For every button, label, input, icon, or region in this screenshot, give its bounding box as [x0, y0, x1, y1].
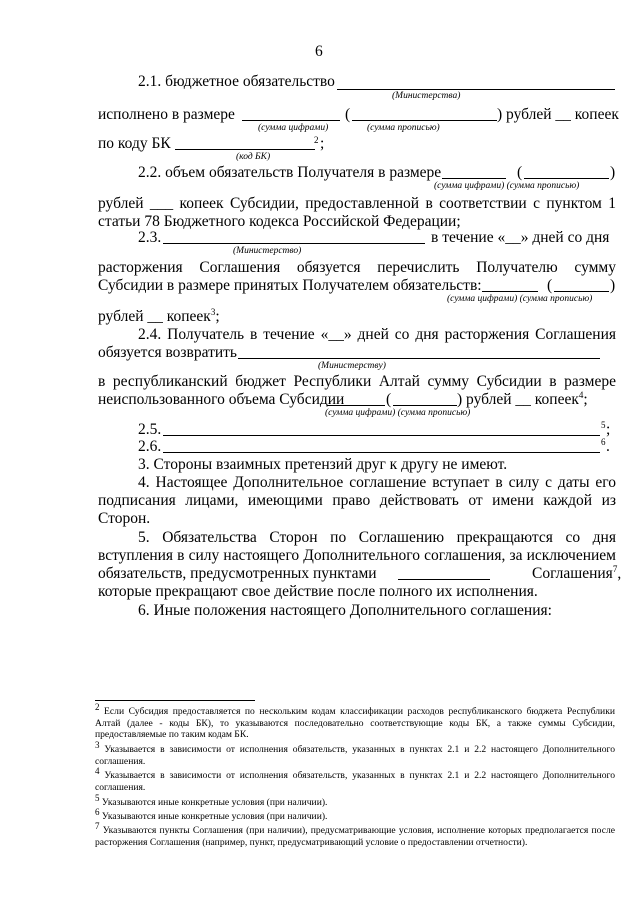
- clause-2-2-line3: статьи 78 Бюджетного кодекса Российской Федерации;: [98, 213, 461, 230]
- blank-2-6: [163, 452, 600, 453]
- sum-digits-blank-2-4: [327, 405, 385, 406]
- caption-sums-2-2: (сумма цифрами) (сумма прописью): [434, 181, 580, 191]
- clause-2-4-line4-end-text: ) рублей __ копеек: [457, 391, 579, 408]
- clause-2-3-line4: [98, 308, 220, 326]
- footnote-number: 7: [95, 820, 100, 831]
- clause-5-line2: вступления в силу настоящего Дополнительного соглашения, за исключением: [98, 547, 616, 564]
- clause-2-1-line3: по коду БК: [98, 135, 171, 152]
- paren-open: (: [386, 391, 392, 408]
- footnote-text: Если Субсидия предоставляется по нескольким кодам классификации расходов республиканского бюджета Республики Алтай (далее - коды БК), то указываются последовательно соответствующие коды БК, а также суммы Субсидии, предоставляемые по таким кодам БК.: [95, 706, 615, 741]
- clause-2-3-line4-text: рублей __ копеек: [98, 308, 211, 325]
- clause-4-line1: 4. Настоящее Дополнительное соглашение вступает в силу с даты его: [138, 474, 616, 491]
- caption-sums-2-4: (сумма цифрами) (сумма прописью): [325, 408, 471, 418]
- clause-5-line3-end: [532, 565, 621, 583]
- clause-2-5-end: ;: [606, 421, 611, 438]
- clause-2-3-line1-end: в течение «__» дней со дня: [431, 229, 610, 246]
- ministry-blank-2-1: [337, 89, 615, 90]
- clause-2-4-line4: неиспользованного объема Субсидии: [98, 391, 345, 408]
- clause-4-line3: Сторон.: [98, 510, 151, 527]
- semicolon: ;: [583, 391, 588, 408]
- caption-ministry-2-3: (Министерство): [233, 246, 302, 256]
- footnote-2: [95, 701, 615, 741]
- clause-5-line3-end-text: Соглашения: [532, 565, 613, 582]
- caption-ministry-2-4: (Министерству): [318, 361, 386, 371]
- footnote-text: Указывается в зависимости от исполнения обязательств, указанных в пунктах 2.1 и 2.2 настоящего Дополнительного соглашения.: [95, 744, 615, 767]
- clause-2-3-line2: расторжения Соглашения обязуется перечислить Получателю сумму: [98, 259, 616, 276]
- footnote-text: Указывается в зависимости от исполнения обязательств, указанных в пунктах 2.1 и 2.2 настоящего Дополнительного соглашения.: [95, 770, 615, 793]
- footnote-number: 2: [95, 701, 100, 712]
- clause-2-4-line3: в республиканский бюджет Республики Алтай сумму Субсидии в размере: [98, 373, 616, 390]
- clause-2-3-label: 2.3.: [138, 229, 162, 246]
- sum-words-blank-2-3: [554, 291, 609, 292]
- clause-2-6-label: 2.6.: [138, 438, 162, 455]
- footnote-ref-4: 4: [578, 389, 584, 400]
- clause-2-4-line1: 2.4. Получатель в течение «__» дней со дня расторжения Соглашения: [138, 326, 616, 343]
- clause-2-2-line1: 2.2. объем обязательств Получателя в размере: [138, 164, 442, 181]
- footnote-ref-7: 7: [612, 563, 618, 574]
- clause-2-5-label: 2.5.: [138, 421, 162, 438]
- clause-2-3-line3: Субсидии в размере принятых Получателем обязательств:: [98, 277, 482, 294]
- paren-open: (: [517, 164, 523, 181]
- footnote-ref-3: 3: [210, 306, 216, 317]
- sum-words-blank-2-4: [393, 405, 457, 406]
- sum-digits-blank-2-1: [242, 120, 340, 121]
- clause-6: 6. Иные положения настоящего Дополнительного соглашения:: [138, 602, 552, 619]
- paren-close: ): [610, 277, 616, 294]
- footnote-number: 3: [95, 739, 100, 750]
- footnote-ref-6: 6: [601, 437, 606, 447]
- points-blank-5: [398, 579, 490, 580]
- footnote-7: [95, 820, 615, 848]
- footnote-number: 5: [95, 792, 100, 803]
- clause-5-line4: которые прекращают свое действие после полного их исполнения.: [98, 583, 538, 600]
- caption-kbk: (код БК): [236, 152, 271, 162]
- caption-sum-digits-2-1: (сумма цифрами): [258, 123, 329, 133]
- clause-2-4-line2: обязуется возвратить: [98, 344, 237, 361]
- footnote-text: Указываются иные конкретные условия (при наличии).: [101, 811, 328, 822]
- footnote-number: 6: [95, 806, 100, 817]
- semicolon: ;: [215, 308, 220, 325]
- ministry-blank-2-4: [238, 358, 600, 359]
- paren-close: ): [610, 164, 616, 181]
- clause-2-6-end: .: [606, 438, 610, 455]
- footnote-ref-5: 5: [601, 420, 606, 430]
- comma: ,: [617, 565, 622, 582]
- clause-2-1-line2-end: ) рублей __ копеек: [497, 106, 619, 123]
- blank-2-5: [163, 435, 600, 436]
- kbk-blank: [175, 149, 315, 150]
- footnote-separator: [95, 700, 255, 701]
- footnote-text: Указываются иные конкретные условия (при наличии).: [101, 797, 328, 808]
- footnote-5: [95, 792, 615, 809]
- clause-2-1-line1: 2.1. бюджетное обязательство: [138, 73, 335, 90]
- clause-5-line3: обязательств, предусмотренных пунктами: [98, 565, 377, 582]
- sum-words-blank-2-1: [352, 120, 497, 121]
- sum-digits-blank-2-3: [482, 291, 538, 292]
- page-number: 6: [315, 43, 323, 60]
- caption-sum-words-2-1: (сумма прописью): [367, 123, 440, 133]
- caption-sums-2-3: (сумма цифрами) (сумма прописью): [447, 294, 593, 304]
- sum-words-blank-2-2: [524, 178, 609, 179]
- caption-ministry-2-1: (Министерства): [392, 91, 461, 101]
- clause-4-line2: подписания лицами, имеющими право действовать от имени каждой из: [98, 492, 616, 509]
- paren-open: (: [547, 277, 553, 294]
- footnote-4: [95, 765, 615, 793]
- footnote-6: [95, 806, 615, 823]
- clause-5-line1: 5. Обязательства Сторон по Соглашению прекращаются со дня: [138, 529, 616, 546]
- clause-3: 3. Стороны взаимных претензий друг к другу не имеют.: [138, 456, 508, 473]
- clause-2-2-line2: рублей ___ копеек Субсидии, предоставленной в соответствии с пунктом 1: [98, 195, 616, 212]
- clause-2-1-line2-start: исполнено в размере: [98, 106, 235, 123]
- footnote-number: 4: [95, 765, 100, 776]
- sum-digits-blank-2-2: [442, 178, 506, 179]
- footnote-ref-2: 2: [314, 135, 319, 145]
- clause-2-4-line4-end: [457, 391, 588, 409]
- semicolon: ;: [320, 135, 325, 152]
- footnote-3: [95, 739, 615, 767]
- ministry-blank-2-3: [163, 243, 425, 244]
- footnote-text: Указываются пункты Соглашения (при наличии), предусматривающие условия, исполнение которых предполагается после расторжения Соглашения (например, пункт, предусматривающий условие о предоставлении отчетности).: [95, 825, 615, 848]
- paren-open: (: [345, 106, 351, 123]
